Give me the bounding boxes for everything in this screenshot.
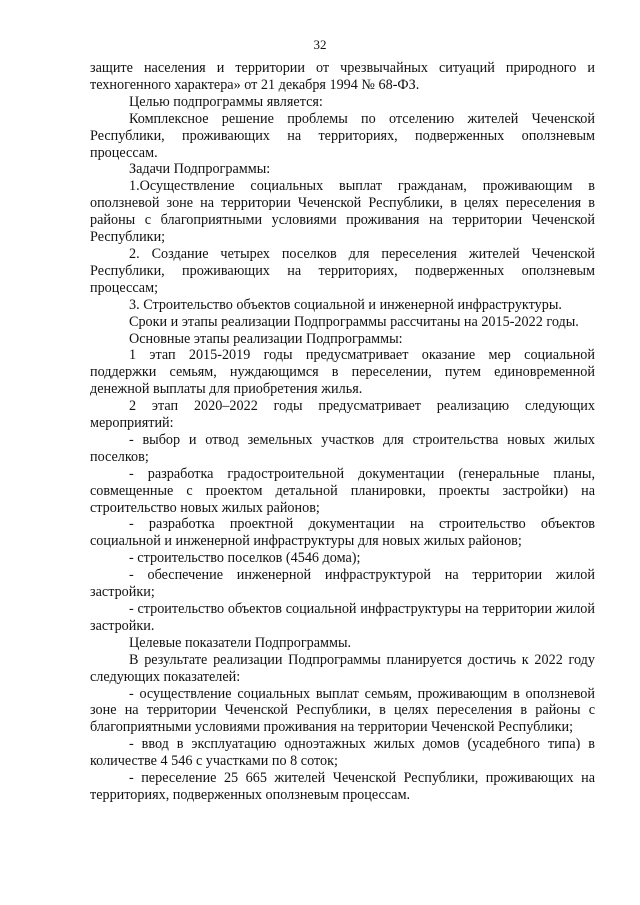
paragraph-stages-heading: Основные этапы реализации Подпрограммы: xyxy=(129,330,403,347)
list-item-housing-commissioning: - ввод в эксплуатацию одноэтажных жилых домов (усадебного типа) в количестве 4 546 с участками по 8 соток; xyxy=(90,736,595,770)
list-item-social-infrastructure: - строительство объектов социальной инфраструктуры на территории жилой застройки. xyxy=(90,601,595,634)
paragraph-task-1: 1.Осуществление социальных выплат гражданам, проживающим в оползневой зоне на территории Чеченской Республики, в целях переселения в районы с благоприятными условиями проживания на территории Чеченской Республики; xyxy=(90,178,595,246)
paragraph-task-3: 3. Строительство объектов социальной и инженерной инфраструктуры. xyxy=(129,296,562,313)
paragraph-law-reference: защите населения и территории от чрезвычайных ситуаций природного и техногенного характера» от 21 декабря 1994 № 68-ФЗ. xyxy=(90,60,595,93)
list-item-project-documentation: - разработка проектной документации на строительство объектов социальной и инженерной инфраструктуры для новых жилых районов; xyxy=(90,516,595,550)
paragraph-targets-heading: Целевые показатели Подпрограммы. xyxy=(129,634,352,651)
paragraph-tasks-heading: Задачи Подпрограммы: xyxy=(129,161,271,178)
paragraph-targets-intro: В результате реализации Подпрограммы планируется достичь к 2022 году следующих показателей: xyxy=(90,651,595,685)
list-item-urban-planning: - разработка градостроительной документации (генеральные планы, совмещенные с проектом детальной планировки, проекты застройки) на строительство новых жилых районов; xyxy=(90,465,595,516)
list-item-engineering-infrastructure: - обеспечение инженерной инфраструктурой на территории жилой застройки; xyxy=(90,567,595,601)
list-item-social-payments: - осуществление социальных выплат семьям, проживающим в оползневой зоне на территории Чеченской Республики, в целях переселения в районы с благоприятными условиями проживания на территории Чеченской Республики; xyxy=(90,685,595,736)
paragraph-timeframe: Сроки и этапы реализации Подпрограммы рассчитаны на 2015-2022 годы. xyxy=(129,313,579,330)
list-item-land-selection: - выбор и отвод земельных участков для строительства новых жилых поселков; xyxy=(90,431,595,465)
paragraph-stage-2: 2 этап 2020–2022 годы предусматривает реализацию следующих мероприятий: xyxy=(90,398,595,432)
paragraph-goal-text: Комплексное решение проблемы по отселению жителей Чеченской Республики, проживающих на территориях, подверженных оползневым процессам. xyxy=(90,110,595,161)
paragraph-task-2: 2. Создание четырех поселков для переселения жителей Чеченской Республики, проживающих на территориях, подверженных оползневым процессам; xyxy=(90,245,595,296)
document-body xyxy=(90,60,595,804)
list-item-resettlement: - переселение 25 665 жителей Чеченской Республики, проживающих на территориях, подверженных оползневым процессам. xyxy=(90,770,595,803)
list-item-settlement-construction: - строительство поселков (4546 дома); xyxy=(129,550,361,567)
paragraph-goal-heading: Целью подпрограммы является: xyxy=(129,93,323,110)
paragraph-stage-1: 1 этап 2015-2019 годы предусматривает оказание мер социальной поддержки семьям, нуждающимся в переселении, путем единовременной денежной выплаты для приобретения жилья. xyxy=(90,347,595,398)
page-number: 32 xyxy=(313,37,327,52)
